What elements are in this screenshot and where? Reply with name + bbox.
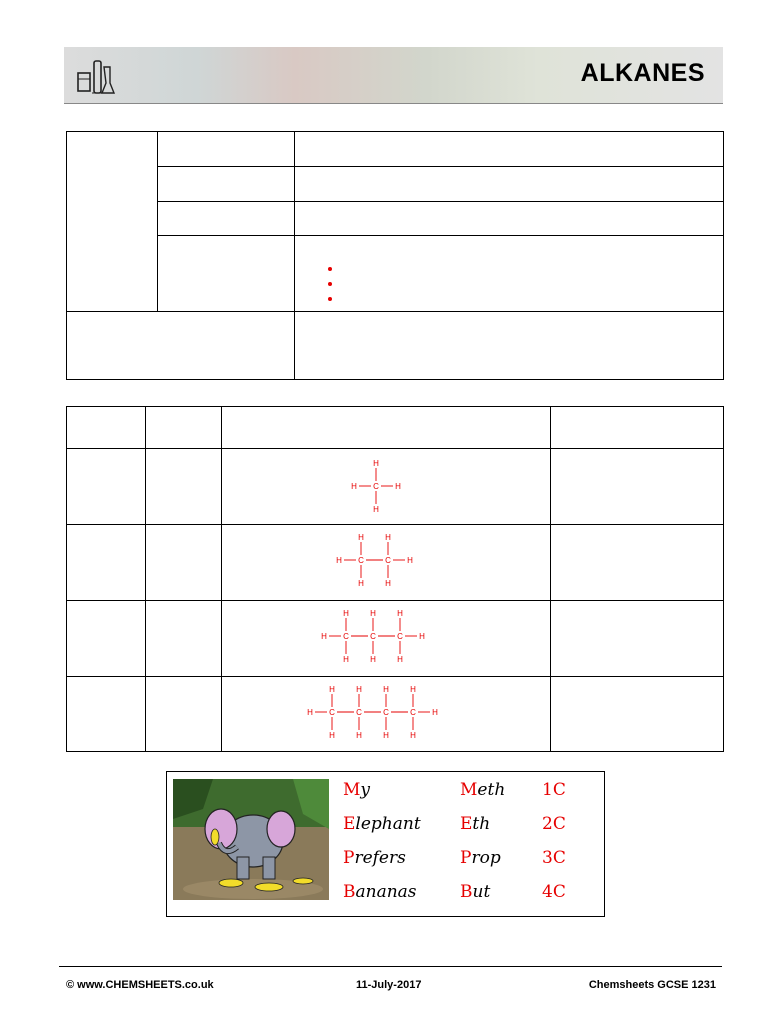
bullet-point xyxy=(328,282,332,286)
mnemonic-box xyxy=(166,771,605,917)
hydrogen-atom: H xyxy=(329,731,335,740)
bullet-point xyxy=(328,267,332,271)
table-cell xyxy=(157,201,295,236)
butane-structure xyxy=(302,682,462,746)
mnemonic-word: Prefers xyxy=(343,848,406,868)
mnemonic-prefix: But xyxy=(460,882,491,902)
table-cell xyxy=(157,131,295,167)
ethane-structure xyxy=(331,530,431,594)
table-cell xyxy=(294,166,724,202)
mnemonic-carbon-count: 1C xyxy=(542,780,566,800)
mnemonic-prefix: Prop xyxy=(460,848,501,868)
hydrogen-atom: H xyxy=(373,505,379,514)
table-cell xyxy=(66,131,158,312)
carbon-atom: C xyxy=(343,632,349,641)
carbon-atom: C xyxy=(397,632,403,641)
row-divider xyxy=(66,448,724,449)
elephant-eating-bananas-icon xyxy=(173,779,329,900)
mnemonic-word: My xyxy=(343,780,371,800)
carbon-atom: C xyxy=(329,708,335,717)
mnemonic-word: Bananas xyxy=(343,882,417,902)
footer-copyright: © www.CHEMSHEETS.co.uk xyxy=(66,979,214,991)
page-title: ALKANES xyxy=(580,59,705,87)
carbon-atom: C xyxy=(358,556,364,565)
carbon-atom: C xyxy=(370,632,376,641)
hydrogen-atom: H xyxy=(321,632,327,641)
mnemonic-carbon-count: 4C xyxy=(542,882,566,902)
table-cell xyxy=(294,201,724,236)
table-cell xyxy=(157,235,295,312)
hydrogen-atom: H xyxy=(370,609,376,618)
table-cell xyxy=(294,311,724,380)
hydrogen-atom: H xyxy=(383,685,389,694)
hydrogen-atom: H xyxy=(419,632,425,641)
footer-reference: Chemsheets GCSE 1231 xyxy=(588,979,716,991)
row-divider xyxy=(66,600,724,601)
hydrogen-atom: H xyxy=(343,655,349,664)
footer-date: 11-July-2017 xyxy=(356,979,422,991)
hydrogen-atom: H xyxy=(407,556,413,565)
hydrogen-atom: H xyxy=(385,579,391,588)
hydrogen-atom: H xyxy=(383,731,389,740)
mnemonic-prefix: Eth xyxy=(460,814,491,834)
mnemonic-carbon-count: 2C xyxy=(542,814,566,834)
carbon-atom: C xyxy=(373,482,379,491)
hydrogen-atom: H xyxy=(373,459,379,468)
hydrogen-atom: H xyxy=(343,609,349,618)
hydrogen-atom: H xyxy=(358,533,364,542)
alkanes-table xyxy=(66,406,724,752)
column-divider xyxy=(221,406,222,752)
table-cell xyxy=(294,235,724,312)
column-divider xyxy=(145,406,146,752)
hydrogen-atom: H xyxy=(351,482,357,491)
mnemonic-prefix: Meth xyxy=(460,780,506,800)
methane-structure xyxy=(346,456,406,516)
hydrogen-atom: H xyxy=(397,609,403,618)
carbon-atom: C xyxy=(383,708,389,717)
row-divider xyxy=(66,676,724,677)
column-divider xyxy=(550,406,551,752)
hydrogen-atom: H xyxy=(356,685,362,694)
hydrogen-atom: H xyxy=(410,685,416,694)
bullet-point xyxy=(328,297,332,301)
hydrogen-atom: H xyxy=(395,482,401,491)
hydrogen-atom: H xyxy=(385,533,391,542)
hydrogen-atom: H xyxy=(329,685,335,694)
carbon-atom: C xyxy=(385,556,391,565)
propane-structure xyxy=(316,606,446,670)
definition-table xyxy=(66,131,724,380)
row-divider xyxy=(66,524,724,525)
hydrogen-atom: H xyxy=(397,655,403,664)
hydrogen-atom: H xyxy=(356,731,362,740)
mnemonic-carbon-count: 3C xyxy=(542,848,566,868)
table-cell xyxy=(66,311,295,380)
lab-glassware-icon xyxy=(72,53,118,99)
hydrogen-atom: H xyxy=(370,655,376,664)
carbon-atom: C xyxy=(356,708,362,717)
hydrogen-atom: H xyxy=(410,731,416,740)
carbon-atom: C xyxy=(410,708,416,717)
hydrogen-atom: H xyxy=(336,556,342,565)
footer-divider xyxy=(59,966,722,967)
header-banner xyxy=(64,47,723,104)
hydrogen-atom: H xyxy=(358,579,364,588)
table-cell xyxy=(157,166,295,202)
table-cell xyxy=(294,131,724,167)
hydrogen-atom: H xyxy=(432,708,438,717)
hydrogen-atom: H xyxy=(307,708,313,717)
mnemonic-word: Elephant xyxy=(343,814,421,834)
